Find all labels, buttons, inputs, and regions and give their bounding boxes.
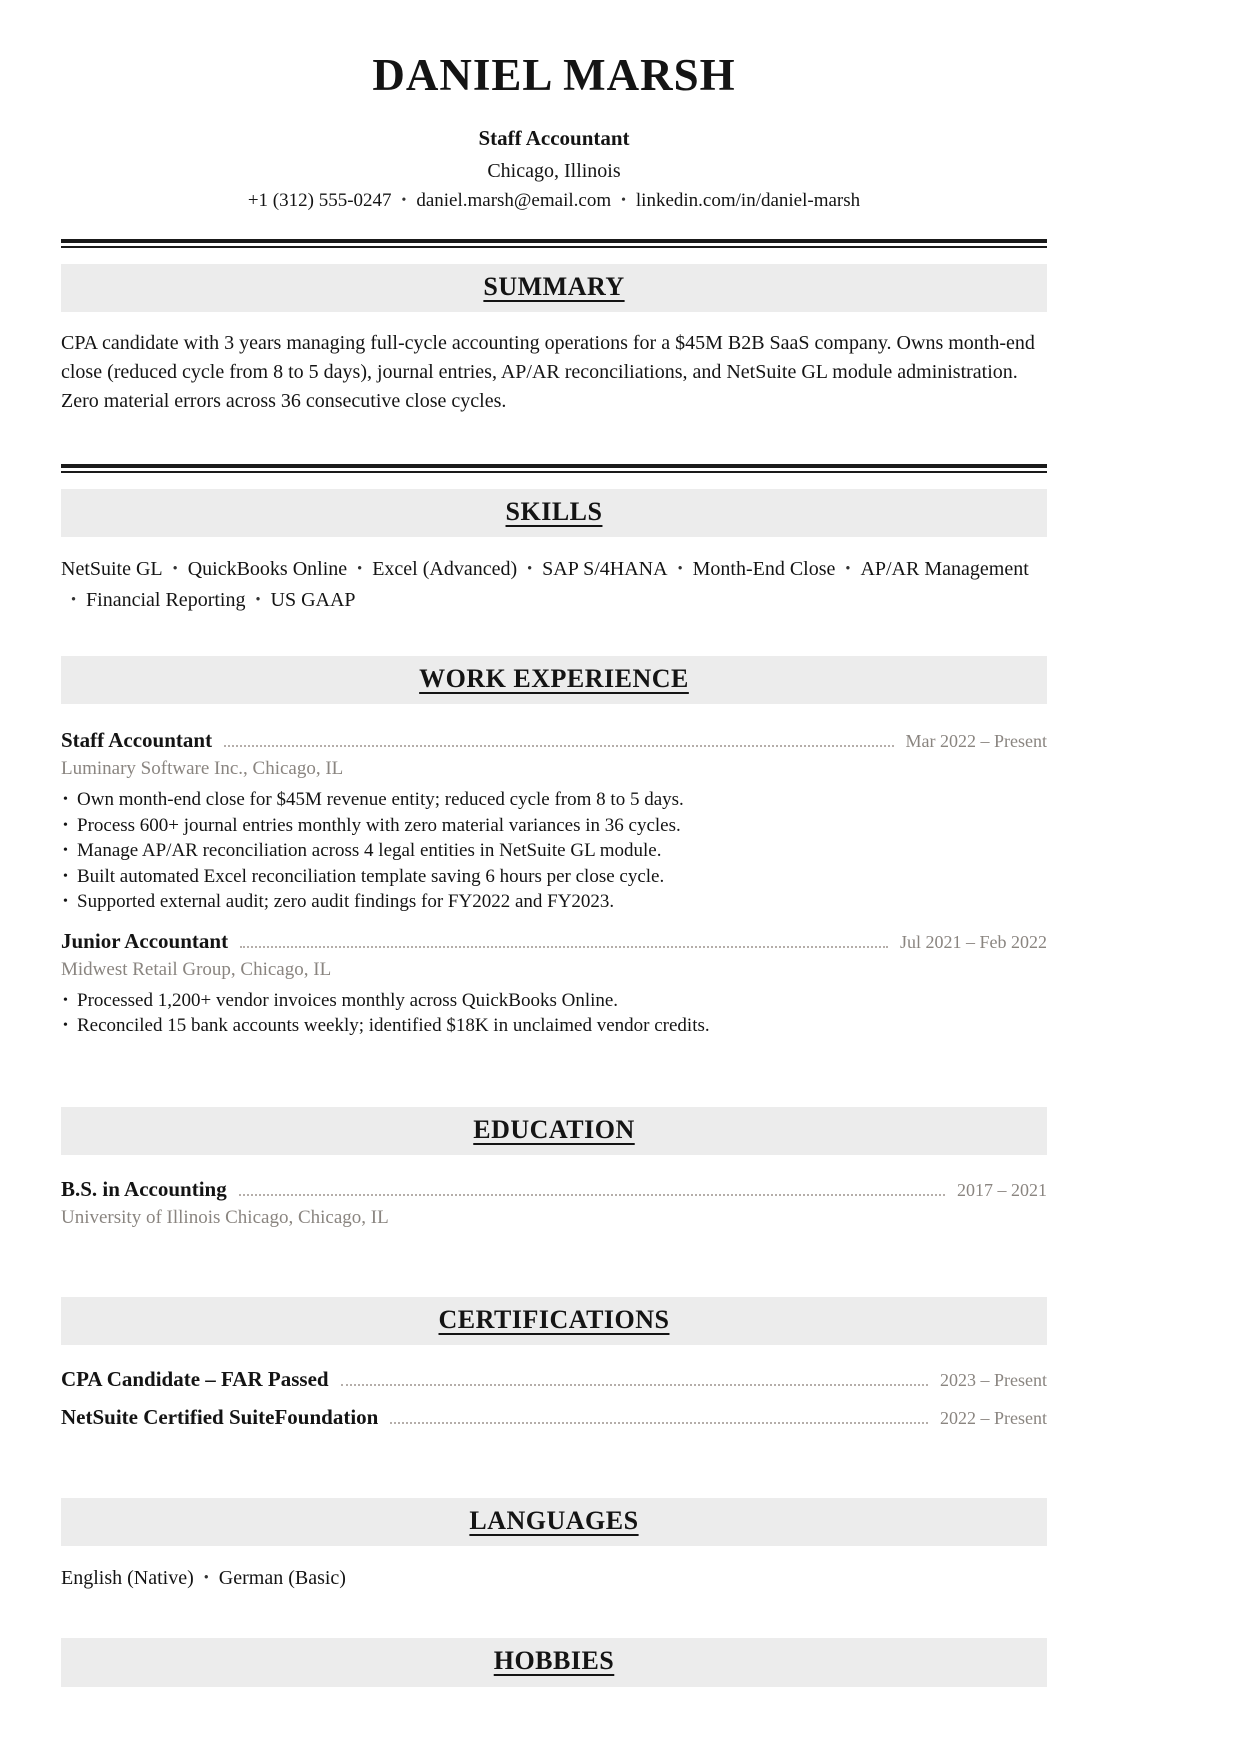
languages-list: [61, 1563, 1047, 1594]
job-bullet: • Processed 1,200+ vendor invoices monthly across QuickBooks Online.: [61, 988, 1047, 1014]
summary-heading-banner: [61, 264, 1047, 312]
language-item: German (Basic): [218, 1567, 346, 1590]
bullet-separator-icon: [255, 585, 260, 616]
summary-heading: SUMMARY: [483, 271, 625, 301]
job-bullet: • Own month-end close for $45M revenue entity; reduced cycle from 8 to 5 days.: [61, 787, 1047, 813]
languages-heading-banner: [61, 1498, 1047, 1546]
bullet-separator-icon: [527, 554, 532, 585]
summary-section: [61, 264, 1047, 416]
hobbies-heading-banner: [61, 1638, 1047, 1686]
dotted-leader: [239, 1182, 945, 1196]
contact-line: [61, 190, 1047, 212]
candidate-title: Staff Accountant: [478, 125, 630, 150]
bullet-separator-icon: [357, 554, 362, 585]
skill-item: QuickBooks Online: [187, 558, 348, 581]
skill-item: US GAAP: [270, 589, 356, 612]
job-bullet-list: [61, 988, 1047, 1039]
certifications-section: [61, 1297, 1047, 1430]
bullet-separator-icon: [402, 190, 407, 212]
skill-item: Financial Reporting: [86, 589, 246, 612]
job-bullet: • Manage AP/AR reconciliation across 4 legal entities in NetSuite GL module.: [61, 838, 1047, 864]
job-title: Staff Accountant: [61, 728, 213, 753]
dotted-leader: [224, 733, 893, 747]
education-section: [61, 1107, 1047, 1229]
skill-item: NetSuite GL: [61, 558, 163, 581]
dotted-leader: [390, 1410, 928, 1424]
skill-item: Month-End Close: [692, 558, 836, 581]
job-bullet: • Supported external audit; zero audit findings for FY2022 and FY2023.: [61, 889, 1047, 915]
job-dates: Mar 2022 – Present: [905, 731, 1047, 752]
language-item: English (Native): [61, 1567, 194, 1590]
certification-dates: 2022 – Present: [940, 1408, 1047, 1429]
job-title-row: [61, 929, 1047, 954]
bullet-separator-icon: [845, 554, 850, 585]
linkedin-link[interactable]: linkedin.com/in/daniel-marsh: [635, 189, 861, 211]
languages-section: [61, 1498, 1047, 1594]
dotted-leader: [341, 1372, 928, 1386]
certification-name: CPA Candidate – FAR Passed: [61, 1367, 329, 1392]
dotted-leader: [240, 934, 888, 948]
skill-item: AP/AR Management: [860, 558, 1029, 581]
certification-name: NetSuite Certified SuiteFoundation: [61, 1405, 379, 1430]
job-entry: [61, 929, 1047, 1039]
skill-item: Excel (Advanced): [372, 558, 518, 581]
skills-heading-banner: [61, 489, 1047, 537]
skills-list: [61, 554, 1047, 616]
certifications-heading: CERTIFICATIONS: [438, 1305, 670, 1334]
job-bullet: • Built automated Excel reconciliation template saving 6 hours per close cycle.: [61, 864, 1047, 890]
job-company: Midwest Retail Group, Chicago, IL: [61, 958, 332, 980]
section-divider: [61, 239, 1047, 248]
experience-section: [61, 656, 1047, 1039]
section-divider: [61, 464, 1047, 473]
hobbies-heading: HOBBIES: [493, 1646, 615, 1676]
job-dates: Jul 2021 – Feb 2022: [899, 931, 1047, 952]
job-title: Junior Accountant: [61, 928, 229, 953]
experience-heading: WORK EXPERIENCE: [419, 664, 689, 694]
phone-number: +1 (312) 555-0247: [247, 189, 392, 211]
skills-heading: SKILLS: [505, 496, 603, 526]
certification-list: [61, 1367, 1047, 1430]
bullet-separator-icon: [621, 190, 626, 212]
job-company: Luminary Software Inc., Chicago, IL: [61, 758, 344, 780]
job-bullet: • Reconciled 15 bank accounts weekly; identified $18K in unclaimed vendor credits.: [61, 1013, 1047, 1039]
candidate-name: DANIEL MARSH: [372, 50, 736, 100]
education-entry: [61, 1177, 1047, 1229]
certification-row: [61, 1367, 1047, 1392]
degree-title-row: [61, 1177, 1047, 1202]
job-bullet: • Process 600+ journal entries monthly with zero material variances in 36 cycles.: [61, 813, 1047, 839]
job-entry: [61, 728, 1047, 915]
resume-header: [61, 0, 1047, 212]
bullet-separator-icon: [678, 554, 683, 585]
email-link[interactable]: daniel.marsh@email.com: [416, 189, 612, 211]
certification-dates: 2023 – Present: [940, 1370, 1047, 1391]
languages-heading: LANGUAGES: [469, 1506, 639, 1536]
education-heading: EDUCATION: [473, 1114, 635, 1144]
summary-text: CPA candidate with 3 years managing full-cycle accounting operations for a $45M B2B SaaS company. Owns month-end close (reduced cycle from 8 to 5 days), journal entries, AP/AR reconciliations, and NetSuite GL module administration. Zero material errors across 36 consecutive close cycles.: [61, 331, 1035, 412]
skill-item: SAP S/4HANA: [542, 558, 668, 581]
job-bullet-list: [61, 787, 1047, 915]
certifications-heading-banner: [61, 1297, 1047, 1345]
education-heading-banner: [61, 1107, 1047, 1155]
bullet-separator-icon: [173, 554, 178, 585]
degree-name: B.S. in Accounting: [61, 1177, 227, 1201]
certification-row: [61, 1405, 1047, 1430]
job-title-row: [61, 728, 1047, 753]
resume-page: [61, 0, 1047, 1687]
hobbies-section: [61, 1638, 1047, 1686]
bullet-separator-icon: [71, 585, 76, 616]
experience-heading-banner: [61, 656, 1047, 704]
school-name: University of Illinois Chicago, Chicago, IL: [61, 1207, 389, 1228]
candidate-location: Chicago, Illinois: [487, 159, 621, 182]
bullet-separator-icon: [204, 1563, 209, 1594]
degree-dates: 2017 – 2021: [957, 1180, 1047, 1200]
skills-section: [61, 489, 1047, 616]
